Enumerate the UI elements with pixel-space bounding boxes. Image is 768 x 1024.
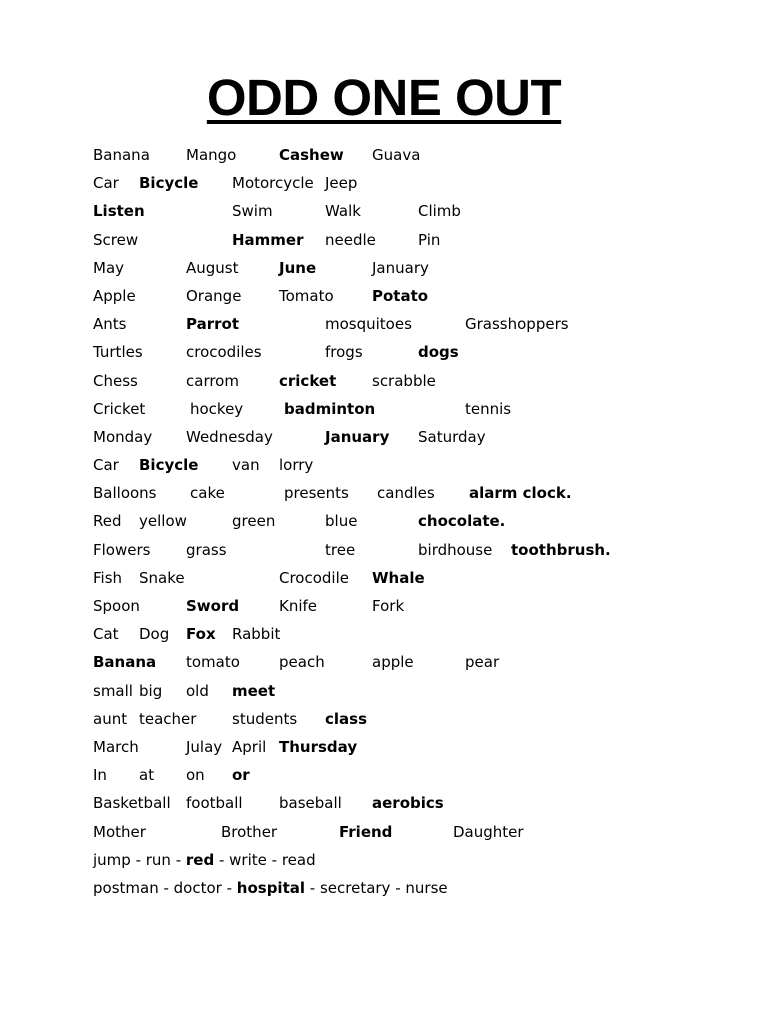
word: grass bbox=[186, 540, 227, 559]
list-item bbox=[0, 620, 768, 648]
word: students bbox=[232, 709, 298, 728]
word: Knife bbox=[279, 597, 318, 615]
word: yellow bbox=[139, 512, 187, 531]
word: apple bbox=[372, 653, 414, 672]
odd-word: Hammer bbox=[232, 230, 304, 249]
word: Brother bbox=[221, 822, 278, 841]
odd-word: hospital bbox=[236, 878, 306, 897]
word: Tomato bbox=[279, 286, 334, 305]
word: tomato bbox=[186, 653, 240, 672]
word: blue bbox=[325, 512, 358, 531]
odd-word: Friend bbox=[339, 822, 393, 841]
word: presents bbox=[284, 484, 349, 503]
word: Climb bbox=[418, 202, 461, 221]
list-item bbox=[0, 705, 768, 733]
list-item bbox=[0, 846, 768, 874]
word: Mother bbox=[93, 822, 146, 841]
odd-word: Cashew bbox=[279, 146, 344, 164]
word-text: - write - read bbox=[214, 850, 316, 869]
odd-word: Potato bbox=[372, 286, 429, 305]
odd-word: cricket bbox=[279, 371, 337, 390]
word: needle bbox=[325, 230, 376, 249]
word: Swim bbox=[232, 202, 273, 221]
odd-word: Whale bbox=[372, 568, 425, 587]
odd-word: chocolate. bbox=[418, 512, 506, 531]
word: Banana bbox=[93, 146, 150, 164]
word: small bbox=[93, 681, 133, 700]
word: baseball bbox=[279, 794, 342, 813]
list-item bbox=[0, 169, 768, 197]
odd-word: June bbox=[279, 258, 317, 277]
odd-word: meet bbox=[232, 681, 276, 700]
word-sequence bbox=[93, 846, 316, 874]
odd-word: Sword bbox=[186, 597, 240, 615]
word: Car bbox=[93, 456, 119, 475]
word-text: jump - run - bbox=[93, 850, 186, 869]
list-item bbox=[0, 282, 768, 310]
list-item bbox=[0, 818, 768, 846]
word: Spoon bbox=[93, 597, 140, 615]
word: mosquitoes bbox=[325, 315, 412, 334]
odd-word: Bicycle bbox=[139, 456, 199, 475]
word: van bbox=[232, 456, 260, 475]
word: Dog bbox=[139, 625, 170, 644]
word: football bbox=[186, 794, 243, 813]
word: Orange bbox=[186, 286, 242, 305]
word: old bbox=[186, 681, 209, 700]
word: hockey bbox=[190, 399, 244, 418]
word: Crocodile bbox=[279, 568, 349, 587]
list-item bbox=[0, 254, 768, 282]
word: April bbox=[232, 737, 267, 756]
word: Apple bbox=[93, 286, 136, 305]
word: tree bbox=[325, 540, 356, 559]
word: Snake bbox=[139, 568, 185, 587]
word: Pin bbox=[418, 230, 441, 249]
page-title bbox=[0, 66, 768, 130]
list-item bbox=[0, 141, 768, 169]
odd-word: Fox bbox=[186, 625, 216, 644]
list-item bbox=[0, 338, 768, 366]
list-item bbox=[0, 395, 768, 423]
word: Grasshoppers bbox=[465, 315, 569, 334]
word: carrom bbox=[186, 371, 239, 390]
word-text: postman - doctor - bbox=[93, 878, 237, 897]
word: on bbox=[186, 766, 205, 785]
list-item bbox=[0, 789, 768, 817]
word: March bbox=[93, 737, 139, 756]
odd-word: or bbox=[232, 766, 250, 785]
list-item bbox=[0, 677, 768, 705]
list-item bbox=[0, 423, 768, 451]
word: cake bbox=[190, 484, 225, 503]
odd-word: dogs bbox=[418, 343, 459, 362]
word: candles bbox=[377, 484, 435, 503]
word: Ants bbox=[93, 315, 127, 334]
odd-word: Listen bbox=[93, 202, 145, 221]
word: Red bbox=[93, 512, 122, 531]
list-item bbox=[0, 226, 768, 254]
word: Walk bbox=[325, 202, 361, 221]
list-item bbox=[0, 479, 768, 507]
word: Screw bbox=[93, 230, 139, 249]
odd-word: January bbox=[325, 427, 390, 446]
list-item bbox=[0, 451, 768, 479]
word: green bbox=[232, 512, 276, 531]
word: Daughter bbox=[453, 822, 524, 841]
list-item bbox=[0, 648, 768, 676]
odd-word: class bbox=[325, 709, 368, 728]
word: tennis bbox=[465, 399, 512, 418]
list-item bbox=[0, 592, 768, 620]
word: Rabbit bbox=[232, 625, 281, 644]
odd-word: aerobics bbox=[372, 794, 444, 813]
word: birdhouse bbox=[418, 540, 493, 559]
list-item bbox=[0, 507, 768, 535]
odd-word: alarm clock. bbox=[469, 484, 572, 503]
list-item bbox=[0, 761, 768, 789]
word: Flowers bbox=[93, 540, 151, 559]
word: pear bbox=[465, 653, 500, 672]
word: Motorcycle bbox=[232, 174, 314, 193]
word: frogs bbox=[325, 343, 363, 362]
odd-word: Thursday bbox=[279, 737, 358, 756]
word: Mango bbox=[186, 146, 237, 164]
word: Saturday bbox=[418, 427, 486, 446]
word: Monday bbox=[93, 427, 153, 446]
list-item bbox=[0, 367, 768, 395]
list-item bbox=[0, 564, 768, 592]
word: January bbox=[372, 258, 429, 277]
word: big bbox=[139, 681, 163, 700]
list-item bbox=[0, 197, 768, 225]
odd-word: red bbox=[185, 850, 215, 869]
page-title-text: ODD ONE OUT bbox=[206, 69, 562, 126]
list-item bbox=[0, 874, 768, 902]
word: Turtles bbox=[93, 343, 143, 362]
list-item bbox=[0, 733, 768, 761]
word: Wednesday bbox=[186, 427, 273, 446]
word: peach bbox=[279, 653, 325, 672]
odd-word: Banana bbox=[93, 653, 157, 672]
word: Cricket bbox=[93, 399, 146, 418]
word: Jeep bbox=[325, 174, 358, 193]
word: Fork bbox=[372, 597, 405, 615]
word: lorry bbox=[279, 456, 314, 475]
word: Cat bbox=[93, 625, 119, 644]
odd-word: Parrot bbox=[186, 315, 239, 334]
word: August bbox=[186, 258, 239, 277]
word: crocodiles bbox=[186, 343, 262, 362]
word: teacher bbox=[139, 709, 197, 728]
word: aunt bbox=[93, 709, 128, 728]
word-sequence bbox=[93, 874, 448, 902]
word: Julay bbox=[186, 737, 223, 756]
word: at bbox=[139, 766, 155, 785]
word: Chess bbox=[93, 371, 138, 390]
list-item bbox=[0, 536, 768, 564]
word: Basketball bbox=[93, 794, 171, 813]
word: Car bbox=[93, 174, 119, 193]
word: In bbox=[93, 766, 107, 785]
odd-one-out-list bbox=[0, 141, 768, 902]
list-item bbox=[0, 310, 768, 338]
word: Guava bbox=[372, 146, 421, 164]
word-text: - secretary - nurse bbox=[305, 878, 448, 897]
word: May bbox=[93, 258, 125, 277]
word: Balloons bbox=[93, 484, 157, 503]
odd-word: badminton bbox=[284, 399, 376, 418]
word: scrabble bbox=[372, 371, 436, 390]
word: Fish bbox=[93, 568, 123, 587]
odd-word: Bicycle bbox=[139, 174, 199, 193]
odd-word: toothbrush. bbox=[511, 540, 611, 559]
